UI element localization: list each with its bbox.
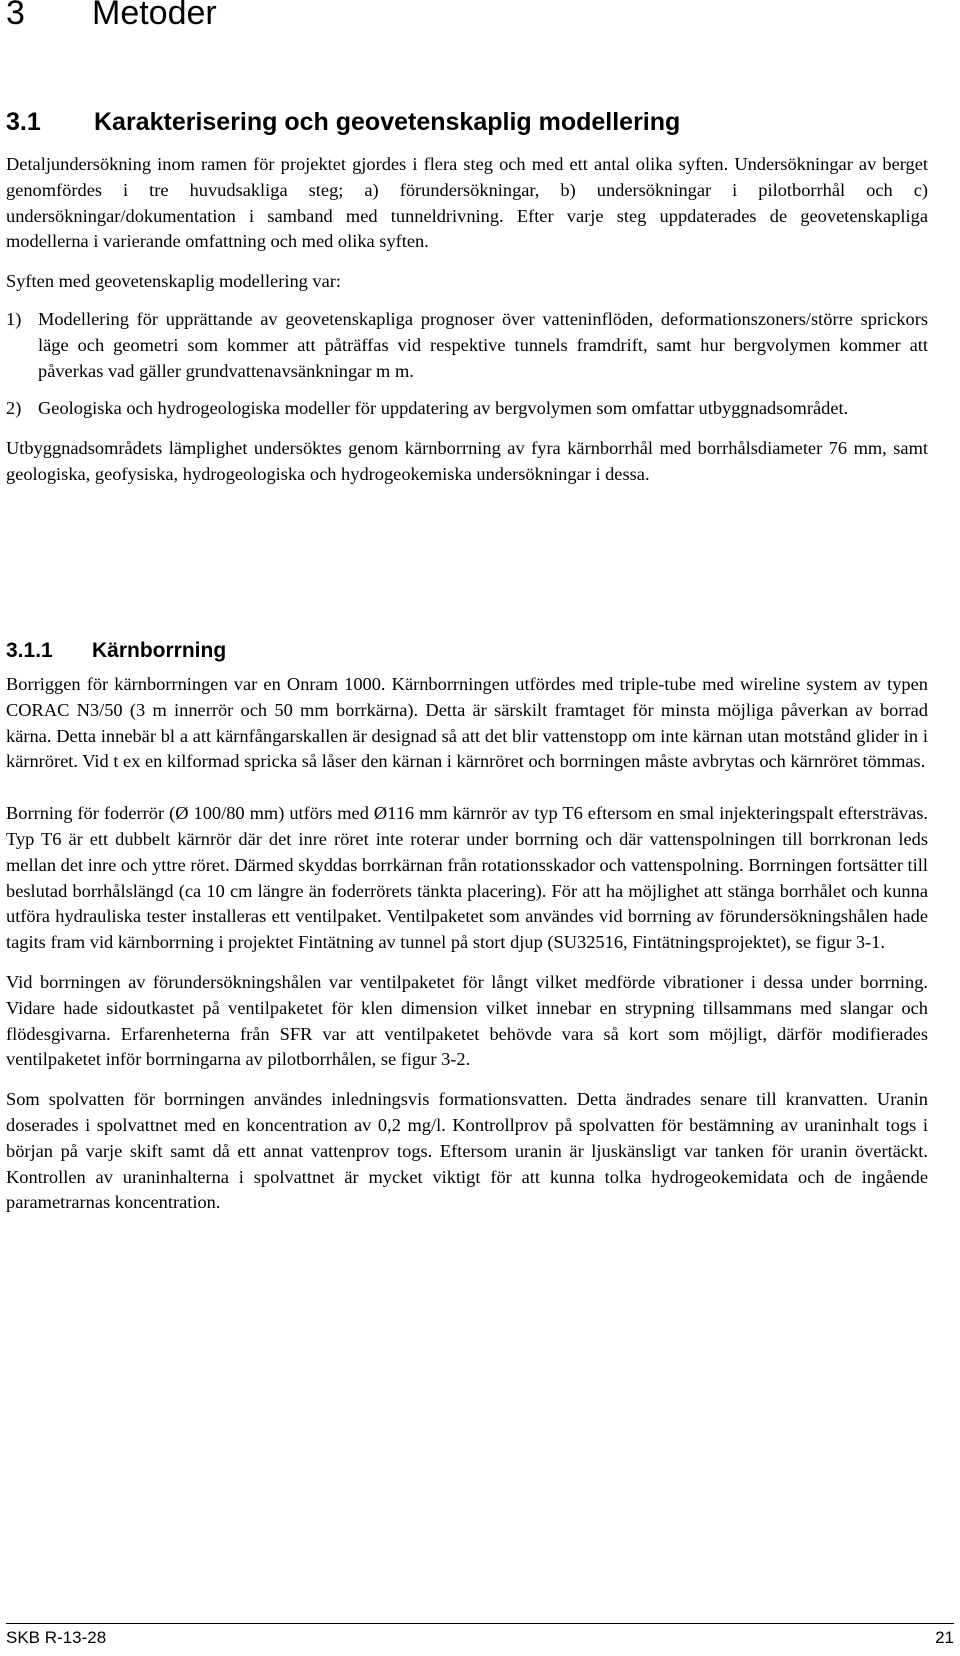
subsection-number: 3.1.1 <box>6 639 53 662</box>
chapter-heading <box>6 0 217 33</box>
subsection-title: Kärnborrning <box>92 639 227 662</box>
subsection-body <box>6 672 928 1216</box>
list-marker: 2) <box>6 398 22 419</box>
list-item <box>6 396 928 422</box>
report-id: SKB R-13-28 <box>6 1628 107 1647</box>
paragraph-flushing-water: Som spolvatten för borrningen användes inledningsvis formationsvatten. Detta ändrades senare till kranvatten. Uranin doserades i spolvattnet med en koncentration av 0,2 mg/l. Kontrollprov på spolvatten för bestämning av uraninhalt togs i början på varje skift samt då ett annat vattenprov togs. Eftersom uranin är ljuskänsligt var tanken för uranin övertäckt. Kontrollen av uraninhalterna i spolvattnet är mycket viktigt för att kunna tolka hydrogeokemidata och de ingående parametrarnas koncentration. <box>6 1089 928 1213</box>
list-item-text: Geologiska och hydrogeologiska modeller för uppdatering av bergvolymen som omfattar utbyggnadsområdet. <box>38 398 849 419</box>
subsection-heading <box>6 639 226 663</box>
list-marker: 1) <box>6 308 22 329</box>
footer-divider <box>6 1623 954 1624</box>
paragraph-drill-rig: Borriggen för kärnborrningen var en Onram 1000. Kärnborrningen utfördes med triple-tube med wireline system av typen CORAC N3/50 (3 m innerrör och 50 mm borrkärna). Detta är särskilt framtaget för minsta möjliga påverkan av borrad kärna. Detta innebär bl a att kärnfångarskallen är designad så att det blir vattenstopp om inte kärnan utan motstånd glider in i kärnröret. Vid t ex en kilformad spricka så låser den kärnan i kärnröret och borrningen måste avbrytas och kärnröret tömmas. <box>6 674 928 772</box>
paragraph-valve-package: Vid borrningen av förundersökningshålen var ventilpaketet för långt vilket medförde vibrationer i dessa under borrning. Vidare hade sidoutkastet på ventilpaketet för klen dimension vilket innebar en strypning tillsammans med slangar och flödesgivarna. Erfarenheterna från SFR var att ventilpaketet behövde vara så kort som möjligt, därför modifierades ventilpaketet inför borrningarna av pilotborrhålen, se figur 3-2. <box>6 971 928 1070</box>
paragraph-purposes-lead: Syften med geovetenskaplig modellering var: <box>6 271 342 292</box>
section-heading <box>6 108 680 137</box>
list-item-text: Modellering för upprättande av geovetenskapliga prognoser över vatteninflöden, deformationszoners/större sprickors läge och geometri som kommer att påträffas vid respektive tunnels framdrift, samt hur bergvolymen kommer att påverkas vad gäller grundvattenavsänkningar m m. <box>38 308 928 381</box>
page-number: 21 <box>935 1628 954 1647</box>
paragraph-intro: Detaljundersökning inom ramen för projektet gjordes i flera steg och med ett antal olika syften. Undersökningar av berget genomfördes i tre huvudsakliga steg; a) förundersökningar, b) undersökningar i pilotborrhål och c) undersökningar/dokumentation i samband med tunneldrivning. Efter varje steg uppdaterades de geovetenskapliga modellerna i varierande omfattning och med olika syften. <box>6 154 928 252</box>
paragraph-section-closing: Utbyggnadsområdets lämplighet undersöktes genom kärnborrning av fyra kärnborrhål med borrhålsdiameter 76 mm, samt geologiska, geofysiska, hydrogeologiska och hydrogeokemiska undersökningar i dessa. <box>6 438 928 484</box>
section-title: Karakterisering och geovetenskaplig modellering <box>94 108 681 136</box>
chapter-title: Metoder <box>92 0 217 32</box>
paragraph-casing-drilling: Borrning för foderrör (Ø 100/80 mm) utförs med Ø116 mm kärnrör av typ T6 eftersom en smal injekteringspalt eftersträvas. Typ T6 är ett dubbelt kärnrör där det inre röret inte roterar under borrning och där vattenspolningen till borrkronan leds mellan det inre och yttre röret. Därmed skyddas borrkärnan från rotationsskador och vattenspolning. Borrningen fortsätter till beslutad borrhålslängd (ca 10 cm längre än foderrörets tänkta placering). För att ha möjlighet att stänga borrhålet och kunna utföra hydrauliska tester installeras ett ventilpaket. Ventilpaketet som användes vid borrning av förundersökningshålen hade tagits fram vid kärnborrning i projektet Fintätning av tunnel på stort djup (SU32516, Fintätningsprojektet), se figur 3-1. <box>6 803 928 953</box>
section-number: 3.1 <box>6 108 41 136</box>
chapter-number: 3 <box>6 0 25 32</box>
purpose-list <box>6 307 928 422</box>
list-item <box>6 307 928 384</box>
section-body <box>6 152 928 488</box>
